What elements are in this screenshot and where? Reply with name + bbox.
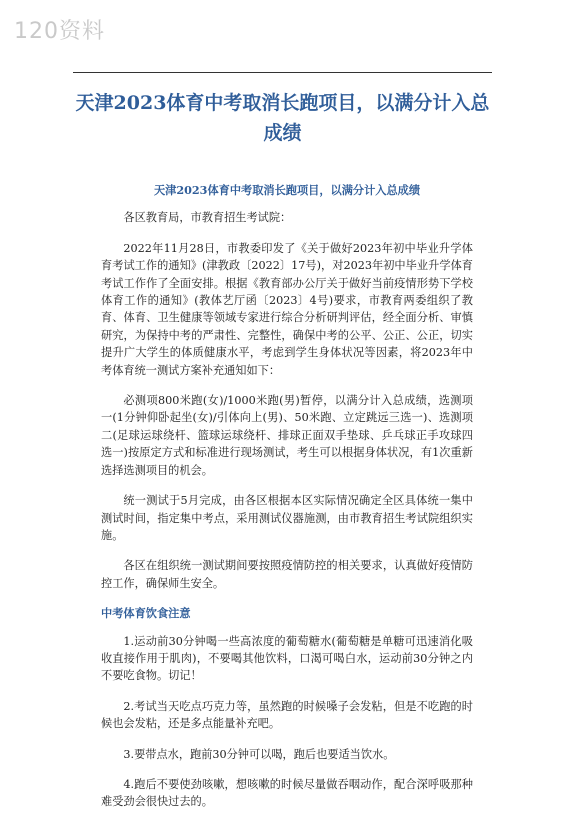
paragraph: 必测项800米跑(女)/1000米跑(男)暂停，以满分计入总成绩，选测项一(1分钟仰卧起坐(女)/引体向上(男)、50米跑、立定跳远三选一)、选测项二(足球运球绕杆、篮球运球绕杆、排球正面双手垫球、乒乓球正手攻球四选一)按原定方式和标准进行现场测试，考生可以根据身体状况，有1次重新选择选测项目的机会。 [101, 394, 473, 477]
salutation: 各区教育局，市教育招生考试院： [123, 211, 292, 225]
tip-item: 3.要带点水，跑前30分钟可以喝，跑后也要适当饮水。 [123, 747, 395, 761]
tip-item: 4.跑后不要使劲咳嗽，想咳嗽的时候尽量做吞咽动作，配合深呼吸那种难受劲会很快过去的。 [101, 777, 473, 809]
tip-item: 1.运动前30分钟喝一些高浓度的葡萄糖水(葡萄糖是单糖可迅速消化吸收直接作用于肌肉)，不要喝其他饮料，口渴可喝白水，运动前30分钟之内不要吃食物。切记！ [101, 634, 473, 683]
article-subtitle: 天津2023体育中考取消长跑项目，以满分计入总成绩 [153, 183, 421, 197]
article-body [101, 182, 473, 824]
paragraph: 统一测试于5月完成，由各区根据本区实际情况确定全区具体统一集中测试时间，指定集中考点，采用测试仪器施测，由市教育招生考试院组织实施。 [101, 494, 473, 542]
watermark: 120资料 [14, 19, 105, 44]
header-rule [73, 72, 492, 73]
page-title: 天津2023体育中考取消长跑项目，以满分计入总成绩 [75, 92, 490, 144]
paragraph: 2022年11月28日，市教委印发了《关于做好2023年初中毕业升学体育考试工作的通知》(津教政〔2022〕17号)，对2023年初中毕业升学体育考试工作作了全面安排。根据《教育部办公厅关于做好当前疫情形势下学校体育工作的通知》(教体艺厅函〔2023〕4号)要求，市教育两委组织了教育、体育、卫生健康等领域专家进行综合分析研判评估，经全面分析、审慎研究，为保持中考的严肃性、完整性，确保中考的公平、公正、公正，切实提升广大学生的体质健康水平，考虑到学生身体状况等因素，将2023年中考体育统一测试方案补充通知如下： [101, 241, 473, 377]
section-heading: 中考体育饮食注意 [101, 606, 191, 621]
paragraph: 各区在组织统一测试期间要按照疫情防控的相关要求，认真做好疫情防控工作，确保师生安全。 [101, 559, 473, 590]
tip-item: 2.考试当天吃点巧克力等，虽然跑的时候嗓子会发粘，但是不吃跑的时候也会发粘，还是多点能量补充吧。 [101, 699, 473, 731]
